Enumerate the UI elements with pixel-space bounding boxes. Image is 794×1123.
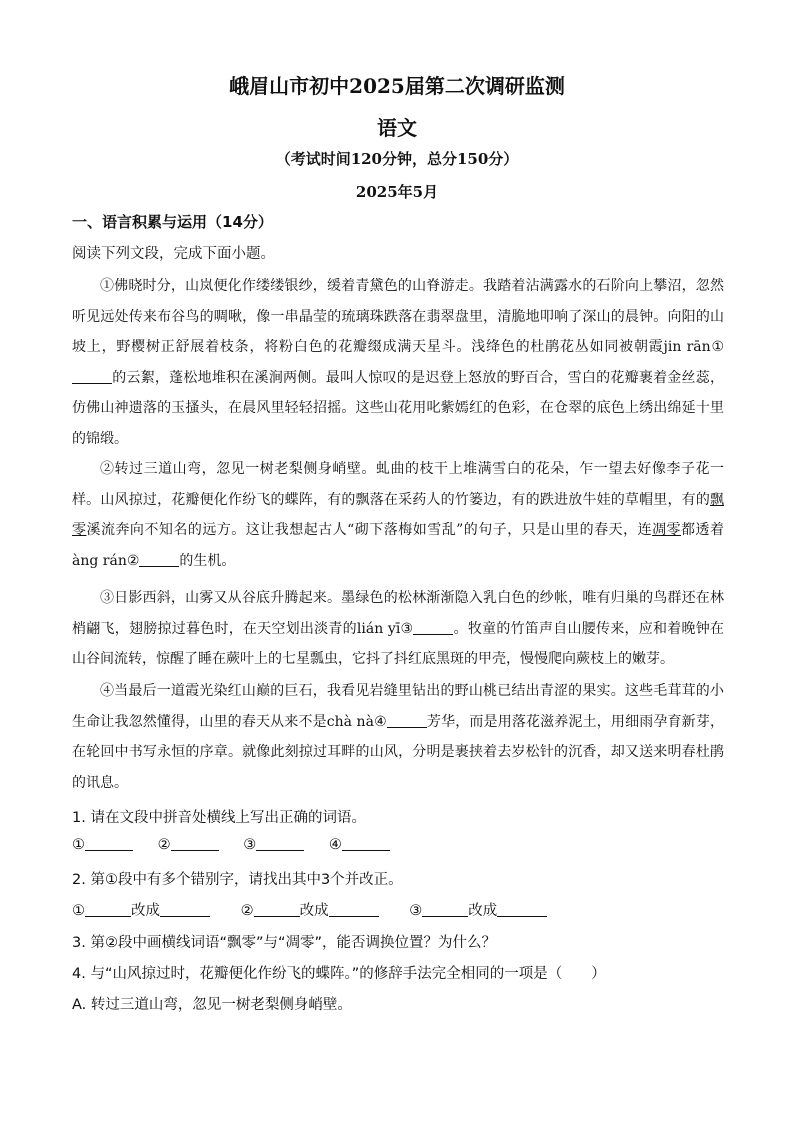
underlined-word-2: 凋零: [652, 522, 682, 538]
passage-paragraph-2: [72, 454, 724, 576]
question-4-option-a[interactable]: A. 转过三道山弯，忽见一树老梨侧身峭壁。: [72, 997, 352, 1013]
answer-label: ②: [240, 903, 254, 919]
paragraph-text: 。牧童的竹笛声自山腰传来，应和着晚钟在山谷间流转，惊醒了睡在蕨叶上的七星瓢虫，它抖了抖红底黑斑的甲壳，慢慢爬向蕨枝上的嫩芽。: [72, 620, 724, 667]
answer-label: ④: [328, 837, 342, 853]
wrong-char-line-3[interactable]: [422, 902, 468, 917]
answer-line-1[interactable]: [85, 836, 133, 851]
answer-label: ①: [72, 837, 85, 853]
underlined-word-1: 飘零: [72, 491, 724, 538]
question-2-answers: [72, 899, 547, 920]
paragraph-text: ④当最后一道霞光染红山巅的巨石，我看见岩缝里钻出的野山桃已结出青涩的果实。这些毛茸茸的小生命让我忽然懂得，山里的春天从来不是chà nà④: [72, 683, 724, 730]
question-4: 4. 与“山风掠过时，花瓣便化作纷飞的蝶阵。”的修辞手法完全相同的一项是（ ）: [72, 966, 606, 982]
exam-date: 2025年5月: [355, 183, 439, 201]
section-heading: 一、语言积累与运用（14分）: [72, 213, 273, 231]
answer-line-2[interactable]: [171, 836, 219, 851]
question-1-answers: [72, 836, 390, 853]
correct-char-line-3[interactable]: [497, 902, 547, 917]
paragraph-text: 的生机。: [179, 552, 236, 569]
correct-char-line-2[interactable]: [329, 902, 379, 917]
correct-char-line-1[interactable]: [160, 902, 210, 917]
question-2: 2. 第①段中有多个错别字，请找出其中3个并改正。: [72, 872, 403, 888]
paragraph-text: 都透着àng rán②: [72, 522, 725, 569]
answer-line-4[interactable]: [342, 836, 390, 851]
answer-label: ②: [157, 837, 171, 853]
change-label: 改成: [131, 903, 160, 919]
passage-paragraph-4: [72, 676, 724, 798]
exam-info: （考试时间120分钟，总分150分）: [275, 150, 519, 168]
paragraph-text: ①佛晓时分，山岚便化作缕缕银纱，缓着青黛色的山脊游走。我踏着沾满露水的石阶向上攀沼，忽然听见远处传来布谷鸟的啁啾，像一串晶莹的琉璃珠跌落在翡翠盘里，清脆地叩响了深山的晨钟。向阳的山坡上，野樱树正舒展着枝条，将粉白色的花瓣缀成满天星斗。浅绛色的杜鹃花丛如同被朝霞jin rān①: [72, 278, 724, 355]
passage-paragraph-3: [72, 583, 724, 675]
answer-label: ③: [409, 903, 423, 919]
wrong-char-line-2[interactable]: [254, 902, 300, 917]
answer-label: ①: [72, 903, 85, 919]
change-label: 改成: [468, 903, 498, 919]
paragraph-text: 芳华，而是用落花滋养泥土，用细雨孕育新芽，在轮回中书写永恒的序章。就像此刻掠过耳畔的山风，分明是裹挟着去岁松针的沉香，却又送来明春杜鹃的讯息。: [72, 713, 724, 791]
paragraph-text: 溪流奔向不知名的远方。这让我想起古人“砌下落梅如雪乱”的句子，只是山里的春天，连: [86, 522, 653, 538]
paragraph-text: ③日影西斜，山雾又从谷底升腾起来。墨绿色的松林渐渐隐入乳白色的纱帐，唯有归巢的鸟群还在林梢翩飞，翅膀掠过暮色时，在天空划出淡青的lián yī③: [72, 590, 724, 637]
answer-blank-3[interactable]: [413, 620, 453, 635]
answer-blank-2[interactable]: [139, 552, 179, 567]
answer-line-3[interactable]: [256, 836, 304, 851]
paragraph-text: ②转过三道山弯，忽见一树老梨侧身峭壁。虬曲的枝干上堆满雪白的花朵，乍一望去好像李子花一样。山风掠过，花瓣便化作纷飞的蝶阵，有的飘落在采药人的竹篓边，有的跌进放牛娃的草帽里，有的: [72, 461, 724, 508]
answer-label: ③: [243, 837, 257, 853]
exam-title: 峨眉山市初中2025届第二次调研监测: [229, 74, 565, 98]
change-label: 改成: [299, 903, 329, 919]
wrong-char-line-1[interactable]: [85, 902, 131, 917]
passage-paragraph-1: [72, 271, 724, 454]
question-1: 1. 请在文段中拼音处横线上写出正确的词语。: [72, 810, 366, 826]
section-intro: 阅读下列文段，完成下面小题。: [72, 246, 275, 262]
paragraph-text: 的云絮，蓬松地堆积在溪涧两侧。最叫人惊叹的是迟登上怒放的野百合，雪白的花瓣裹着金丝蕊，仿佛山神遗落的玉搔头，在晨风里轻轻招摇。这些山花用叱紫嫣红的色彩，在仓翠的底色上绣出绵延十里的锦缎。: [72, 369, 724, 447]
question-3: 3. 第②段中画横线词语“飘零”与“凋零”，能否调换位置？为什么？: [72, 935, 496, 951]
subject-title: 语文: [377, 116, 417, 140]
answer-blank-4[interactable]: [387, 713, 427, 728]
answer-blank-1[interactable]: [72, 369, 112, 384]
